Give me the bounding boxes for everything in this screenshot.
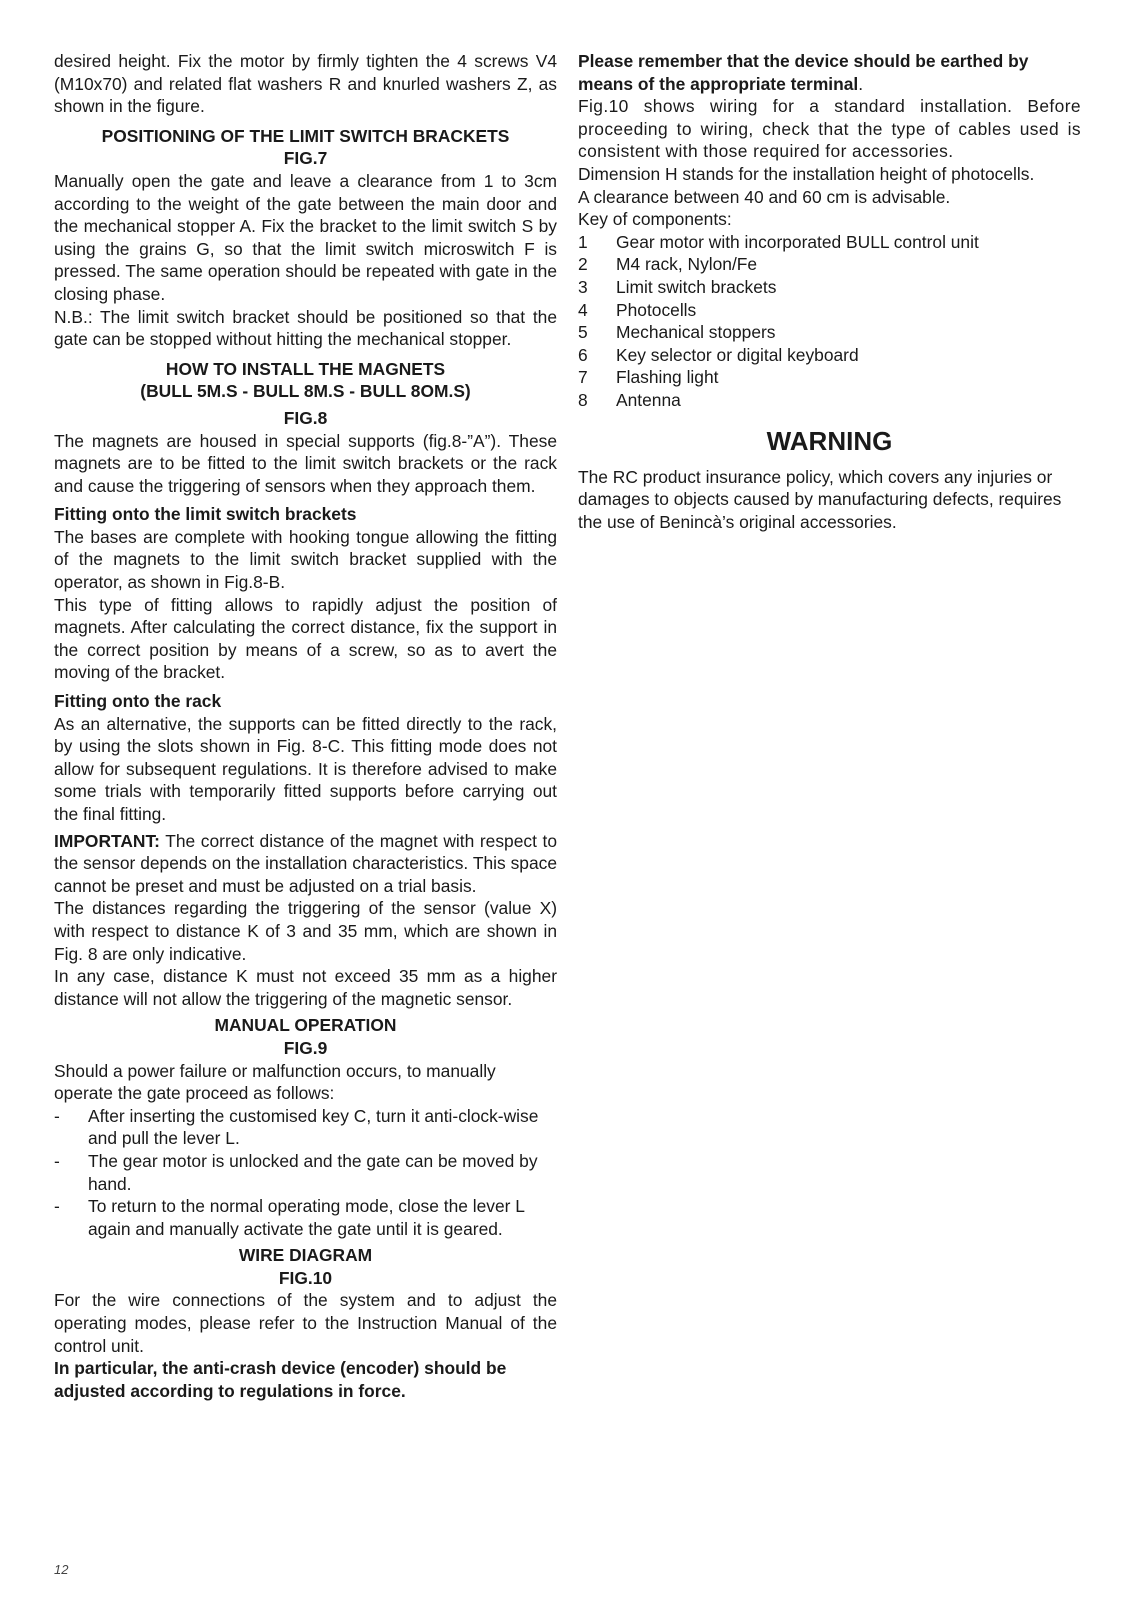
important-label: IMPORTANT: (54, 830, 160, 851)
warning-heading: WARNING (766, 425, 893, 456)
rack-paragraph: As an alternative, the supports can be fitted directly to the rack, by using the slots shown in Fig. 8-C. This fitting mode does not allow for subsequent regulations. It is therefore advised to make some trials with temporarily fitted supports before carrying out the final fitting. (54, 713, 557, 824)
anti-crash-paragraph: In particular, the anti-crash device (encoder) should be adjusted according to regulations in force. (54, 1358, 507, 1401)
important-text: The correct distance of the magnet with respect to the sensor depends on the installation characteristics. This space cannot be preset and must be adjusted on a trial basis. (54, 830, 557, 896)
manual-operation-steps (54, 1105, 557, 1241)
list-item (578, 231, 1081, 254)
rack-subheading: Fitting onto the rack (54, 691, 222, 712)
list-item (578, 344, 1081, 367)
earthing-paragraph (578, 50, 1081, 95)
list-item (578, 276, 1081, 299)
limit-switch-note: N.B.: The limit switch bracket should be positioned so that the gate can be stopped without hitting the mechanical stopper. (54, 306, 557, 350)
key-title: Key of components: (578, 209, 732, 230)
component-label: Gear motor with incorporated BULL control unit (616, 231, 979, 252)
list-item (54, 1195, 557, 1240)
list-item (54, 1150, 557, 1195)
component-label: Photocells (616, 299, 697, 320)
list-item-text: After inserting the customised key C, turn it anti-clock-wise and pull the lever L. (88, 1105, 539, 1149)
manual-operation-heading: MANUAL OPERATION (214, 1015, 397, 1036)
wire-diagram-fig-label: FIG.10 (278, 1267, 333, 1288)
component-label: Mechanical stoppers (616, 322, 776, 343)
wiring-paragraph: Fig.10 shows wiring for a standard installation. Before proceeding to wiring, check that the type of cables used is consistent with those required for accessories. (578, 96, 1081, 162)
wire-diagram-paragraph: For the wire connections of the system and to adjust the operating modes, please refer to the Instruction Manual of the control unit. (54, 1290, 557, 1356)
list-item (578, 389, 1081, 412)
brackets-paragraph-2: This type of fitting allows to rapidly adjust the position of magnets. After calculating the correct distance, fix the support in the correct position by means of a screw, so as to avert the moving of the bracket. (54, 594, 557, 683)
component-label: Antenna (616, 389, 681, 410)
list-item (578, 253, 1081, 276)
distance-limit-paragraph: In any case, distance K must not exceed 35 mm as a higher distance will not allow the triggering of the magnetic sensor. (54, 966, 557, 1009)
list-item (54, 1105, 557, 1150)
components-list (578, 231, 1081, 412)
magnets-paragraph: The magnets are housed in special supports (fig.8-”A”). These magnets are to be fitted to the limit switch brackets or the rack and cause the triggering of sensors when they approach them. (54, 430, 557, 496)
clearance-paragraph: A clearance between 40 and 60 cm is advisable. (578, 186, 951, 207)
wire-diagram-heading: WIRE DIAGRAM (238, 1245, 373, 1266)
component-number: 1 (578, 231, 588, 252)
component-number: 2 (578, 254, 588, 275)
list-item (578, 299, 1081, 322)
warning-paragraph: The RC product insurance policy, which covers any injuries or damages to objects caused by manufacturing defects, requires the use of Benincà’s original accessories. (578, 466, 1062, 532)
magnets-models-heading: (BULL 5M.S - BULL 8M.S - BULL 8OM.S) (140, 381, 471, 402)
dash-bullet: - (54, 1150, 60, 1171)
earthing-period: . (858, 73, 864, 94)
component-number: 5 (578, 322, 588, 343)
list-item-text: To return to the normal operating mode, close the lever L again and manually activate the gate until it is geared. (88, 1196, 525, 1239)
limit-switch-heading: POSITIONING OF THE LIMIT SWITCH BRACKETS (101, 125, 510, 146)
limit-switch-paragraph: Manually open the gate and leave a clearance from 1 to 3cm according to the weight of the gate between the main door and the mechanical stopper A. Fix the bracket to the limit switch S by using the grains G, so that the limit switch microswitch F is pressed. The same operation should be repeated with gate in the closing phase. (54, 170, 557, 304)
important-paragraph (54, 830, 557, 898)
component-label: Key selector or digital keyboard (616, 344, 859, 365)
magnets-fig-label: FIG.8 (283, 407, 328, 428)
component-number: 7 (578, 367, 588, 388)
page-number: 12 (54, 1562, 69, 1577)
brackets-subheading: Fitting onto the limit switch brackets (54, 504, 357, 525)
list-item-text: The gear motor is unlocked and the gate can be moved by hand. (88, 1150, 538, 1194)
magnets-heading: HOW TO INSTALL THE MAGNETS (165, 358, 446, 379)
earthing-bold-text: Please remember that the device should be earthed by means of the appropriate terminal (578, 51, 1029, 94)
dash-bullet: - (54, 1196, 60, 1217)
manual-operation-fig-label: FIG.9 (283, 1037, 328, 1058)
list-item (578, 366, 1081, 389)
component-number: 3 (578, 276, 588, 297)
dimension-paragraph: Dimension H stands for the installation height of photocells. (578, 163, 1035, 184)
brackets-paragraph-1: The bases are complete with hooking tongue allowing the fitting of the magnets to the limit switch bracket supplied with the operator, as shown in Fig.8-B. (54, 526, 557, 593)
component-number: 4 (578, 299, 588, 320)
left-column (54, 50, 557, 1402)
component-label: Limit switch brackets (616, 276, 777, 297)
dash-bullet: - (54, 1105, 60, 1126)
component-label: Flashing light (616, 367, 719, 388)
limit-switch-fig-label: FIG.7 (283, 148, 328, 169)
intro-paragraph: desired height. Fix the motor by firmly tighten the 4 screws V4 (M10x70) and related flat washers R and knurled washers Z, as shown in the figure. (54, 51, 557, 117)
component-label: M4 rack, Nylon/Fe (616, 254, 758, 275)
manual-operation-paragraph: Should a power failure or malfunction occurs, to manually operate the gate proceed as follows: (54, 1060, 496, 1104)
list-item (578, 321, 1081, 344)
distance-paragraph: The distances regarding the triggering of the sensor (value X) with respect to distance K of 3 and 35 mm, which are shown in Fig. 8 are only indicative. (54, 898, 557, 964)
component-number: 6 (578, 344, 588, 365)
component-number: 8 (578, 389, 588, 410)
right-column (578, 50, 1081, 533)
